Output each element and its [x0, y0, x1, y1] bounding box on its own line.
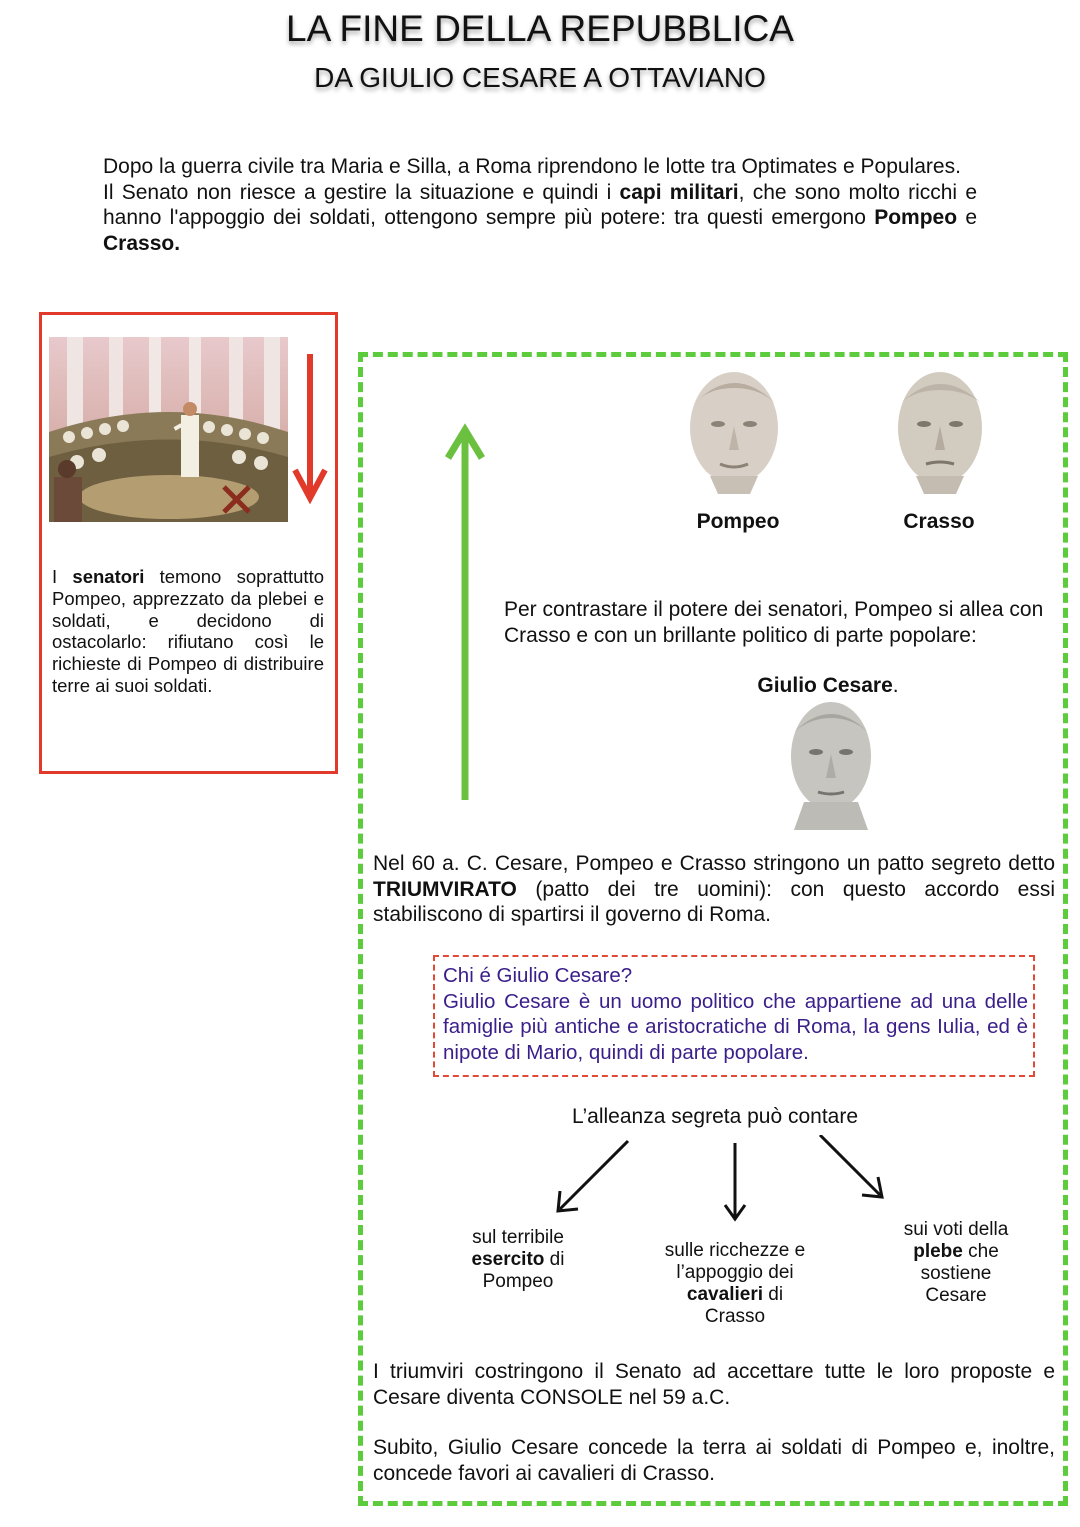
- branch-left-line1: sul terribile: [472, 1227, 564, 1248]
- intro-bold-crasso: Crasso.: [103, 231, 181, 255]
- branch-mid-line4: Crasso: [704, 1306, 766, 1327]
- intro-text-1: Dopo la guerra civile tra Maria e Silla, a Roma riprendono le lotte tra Optimates e Populares.: [103, 155, 961, 178]
- arrow-up-icon: [445, 420, 485, 805]
- cesare-dot: .: [892, 674, 899, 697]
- cesare-label: [700, 674, 956, 698]
- page-title: LA FINE DELLA REPUBBLICA: [286, 8, 794, 49]
- triumvirato-bold: TRIUMVIRATO: [373, 877, 517, 901]
- branch-arrows: [540, 1135, 900, 1225]
- chi-answer: Giulio Cesare è un uomo politico che appartiene ad una delle famiglie più antiche e aristocratiche di Roma, la gens Iulia, ed è nipote di Mario, quindi di parte popolare.: [443, 989, 1028, 1064]
- arrow-right-icon: [820, 1135, 880, 1195]
- triumvirato-a: Nel 60 a. C. Cesare, Pompeo e Crasso stringono un patto segreto detto: [373, 852, 1055, 875]
- senate-bold-senatori: senatori: [72, 566, 145, 587]
- branch-right-bold: plebe: [913, 1241, 963, 1262]
- branch-right: [880, 1219, 1032, 1307]
- arrow-down-icon: [290, 348, 330, 508]
- intro-text-2a: Il Senato non riesce a gestire la situazione e quindi i: [103, 180, 620, 204]
- senate-text-a: I: [52, 566, 73, 587]
- branch-mid-line1: sulle ricchezze e: [664, 1240, 806, 1261]
- branch-mid: [650, 1240, 820, 1328]
- pompeo-label: Pompeo: [696, 510, 780, 533]
- conclusion-p2: Subito, Giulio Cesare concede la terra ai soldati di Pompeo e, inoltre, concede favori ai cavalieri di Crasso.: [373, 1436, 1055, 1485]
- triumvirato-text: [373, 851, 1055, 928]
- branch-mid-di: di: [763, 1284, 784, 1305]
- intro-text-2b: , che sono molto ricchi e hanno l'appoggio dei soldati, ottengono sempre più potere: tra questi emergono: [103, 180, 977, 229]
- intro-paragraph: [103, 154, 977, 256]
- branch-left-line2: [443, 1249, 593, 1271]
- branch-left-line3: Pompeo: [482, 1271, 554, 1292]
- branch-left-di: di: [544, 1249, 565, 1270]
- branches-heading: L’alleanza segreta può contare: [571, 1105, 859, 1128]
- branch-mid-line3: [650, 1284, 820, 1306]
- branch-right-line3: sostiene: [920, 1263, 992, 1284]
- crasso-label: Crasso: [903, 510, 975, 533]
- branch-mid-line2: l’appoggio dei: [676, 1262, 794, 1283]
- cesare-name: Giulio Cesare: [757, 674, 893, 697]
- branch-right-line4: Cesare: [925, 1285, 987, 1306]
- triumvirato-b: (patto dei tre uomini): con questo accordo essi stabiliscono di spartirsi il governo di Roma.: [373, 877, 1055, 926]
- intro-bold-capi: capi militari: [619, 180, 739, 204]
- branch-left: [443, 1227, 593, 1293]
- branch-mid-bold: cavalieri: [686, 1284, 763, 1305]
- alliance-text: Per contrastare il potere dei senatori, Pompeo si allea con Crasso e con un brillante politico di parte popolare:: [504, 598, 1044, 647]
- cesare-bust-icon: [782, 698, 880, 830]
- senate-text-b: temono soprattutto Pompeo, apprezzato da plebei e soldati, e decidono di ostacolarlo: rifiutano così le richieste di Pompeo di distribuire terre ai suoi soldati.: [52, 566, 325, 696]
- senate-text: [52, 566, 324, 697]
- senate-illustration: [49, 337, 288, 522]
- intro-bold-pompeo: Pompeo: [874, 206, 958, 229]
- crasso-bust-icon: [888, 366, 992, 494]
- branch-right-che: che: [962, 1241, 999, 1262]
- chi-box-text: [443, 963, 1028, 1065]
- branch-right-line2: [880, 1241, 1032, 1263]
- chi-question: Chi é Giulio Cesare?: [443, 964, 633, 987]
- page-subtitle: DA GIULIO CESARE A OTTAVIANO: [314, 62, 766, 93]
- pompeo-bust-icon: [680, 366, 788, 494]
- conclusion-p1: I triumviri costringono il Senato ad accettare tutte le loro proposte e Cesare diventa CONSOLE nel 59 a.C.: [373, 1360, 1055, 1409]
- branch-right-line1: sui voti della: [903, 1219, 1009, 1240]
- branch-left-bold: esercito: [471, 1249, 545, 1270]
- intro-text-2c: e: [957, 206, 977, 229]
- arrow-left-icon: [560, 1141, 628, 1209]
